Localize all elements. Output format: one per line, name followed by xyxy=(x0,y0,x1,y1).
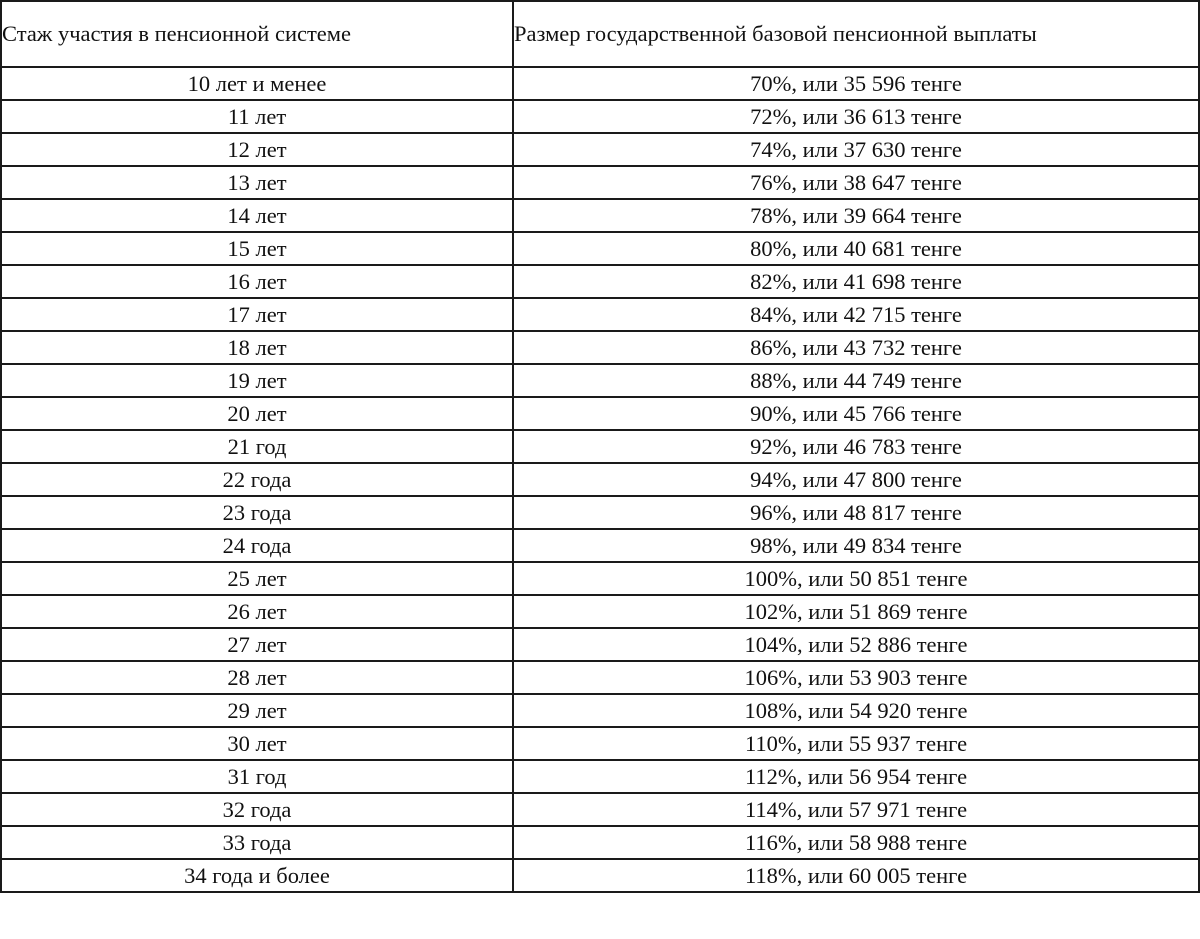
table-row xyxy=(1,661,1199,694)
table-row xyxy=(1,100,1199,133)
experience-cell: 27 лет xyxy=(1,628,513,661)
payment-cell: 92%, или 46 783 тенге xyxy=(513,430,1199,463)
experience-cell: 25 лет xyxy=(1,562,513,595)
payment-cell: 104%, или 52 886 тенге xyxy=(513,628,1199,661)
experience-cell: 20 лет xyxy=(1,397,513,430)
payment-cell: 90%, или 45 766 тенге xyxy=(513,397,1199,430)
table-row xyxy=(1,826,1199,859)
payment-cell: 116%, или 58 988 тенге xyxy=(513,826,1199,859)
experience-cell: 24 года xyxy=(1,529,513,562)
experience-cell: 33 года xyxy=(1,826,513,859)
experience-cell: 30 лет xyxy=(1,727,513,760)
experience-cell: 26 лет xyxy=(1,595,513,628)
table-row xyxy=(1,793,1199,826)
payment-cell: 102%, или 51 869 тенге xyxy=(513,595,1199,628)
experience-cell: 12 лет xyxy=(1,133,513,166)
table-row xyxy=(1,694,1199,727)
table-body xyxy=(1,67,1199,892)
payment-cell: 70%, или 35 596 тенге xyxy=(513,67,1199,100)
table-row xyxy=(1,397,1199,430)
table-row xyxy=(1,166,1199,199)
payment-cell: 88%, или 44 749 тенге xyxy=(513,364,1199,397)
table-row xyxy=(1,67,1199,100)
header-experience: Стаж участия в пенсионной системе xyxy=(1,1,513,67)
table-row xyxy=(1,364,1199,397)
experience-cell: 21 год xyxy=(1,430,513,463)
payment-cell: 100%, или 50 851 тенге xyxy=(513,562,1199,595)
payment-cell: 94%, или 47 800 тенге xyxy=(513,463,1199,496)
table-row xyxy=(1,595,1199,628)
payment-cell: 108%, или 54 920 тенге xyxy=(513,694,1199,727)
experience-cell: 34 года и более xyxy=(1,859,513,892)
table-row xyxy=(1,727,1199,760)
experience-cell: 11 лет xyxy=(1,100,513,133)
experience-cell: 16 лет xyxy=(1,265,513,298)
table-row xyxy=(1,562,1199,595)
payment-cell: 72%, или 36 613 тенге xyxy=(513,100,1199,133)
experience-cell: 23 года xyxy=(1,496,513,529)
table-row xyxy=(1,463,1199,496)
table-row xyxy=(1,628,1199,661)
payment-cell: 86%, или 43 732 тенге xyxy=(513,331,1199,364)
experience-cell: 31 год xyxy=(1,760,513,793)
table-row xyxy=(1,430,1199,463)
payment-cell: 76%, или 38 647 тенге xyxy=(513,166,1199,199)
payment-cell: 98%, или 49 834 тенге xyxy=(513,529,1199,562)
payment-cell: 74%, или 37 630 тенге xyxy=(513,133,1199,166)
table-row xyxy=(1,133,1199,166)
experience-cell: 22 года xyxy=(1,463,513,496)
table-row xyxy=(1,232,1199,265)
payment-cell: 80%, или 40 681 тенге xyxy=(513,232,1199,265)
experience-cell: 28 лет xyxy=(1,661,513,694)
payment-cell: 84%, или 42 715 тенге xyxy=(513,298,1199,331)
table-row xyxy=(1,859,1199,892)
experience-cell: 19 лет xyxy=(1,364,513,397)
payment-cell: 78%, или 39 664 тенге xyxy=(513,199,1199,232)
table-row xyxy=(1,298,1199,331)
payment-cell: 112%, или 56 954 тенге xyxy=(513,760,1199,793)
table-row xyxy=(1,199,1199,232)
table-header-row xyxy=(1,1,1199,67)
experience-cell: 18 лет xyxy=(1,331,513,364)
experience-cell: 32 года xyxy=(1,793,513,826)
experience-cell: 29 лет xyxy=(1,694,513,727)
payment-cell: 82%, или 41 698 тенге xyxy=(513,265,1199,298)
experience-cell: 14 лет xyxy=(1,199,513,232)
experience-cell: 15 лет xyxy=(1,232,513,265)
payment-cell: 106%, или 53 903 тенге xyxy=(513,661,1199,694)
payment-cell: 96%, или 48 817 тенге xyxy=(513,496,1199,529)
header-payment: Размер государственной базовой пенсионной выплаты xyxy=(513,1,1199,67)
table-row xyxy=(1,496,1199,529)
table-row xyxy=(1,529,1199,562)
payment-cell: 114%, или 57 971 тенге xyxy=(513,793,1199,826)
experience-cell: 17 лет xyxy=(1,298,513,331)
payment-cell: 118%, или 60 005 тенге xyxy=(513,859,1199,892)
experience-cell: 10 лет и менее xyxy=(1,67,513,100)
table-row xyxy=(1,265,1199,298)
table-row xyxy=(1,331,1199,364)
experience-cell: 13 лет xyxy=(1,166,513,199)
payment-cell: 110%, или 55 937 тенге xyxy=(513,727,1199,760)
table-row xyxy=(1,760,1199,793)
